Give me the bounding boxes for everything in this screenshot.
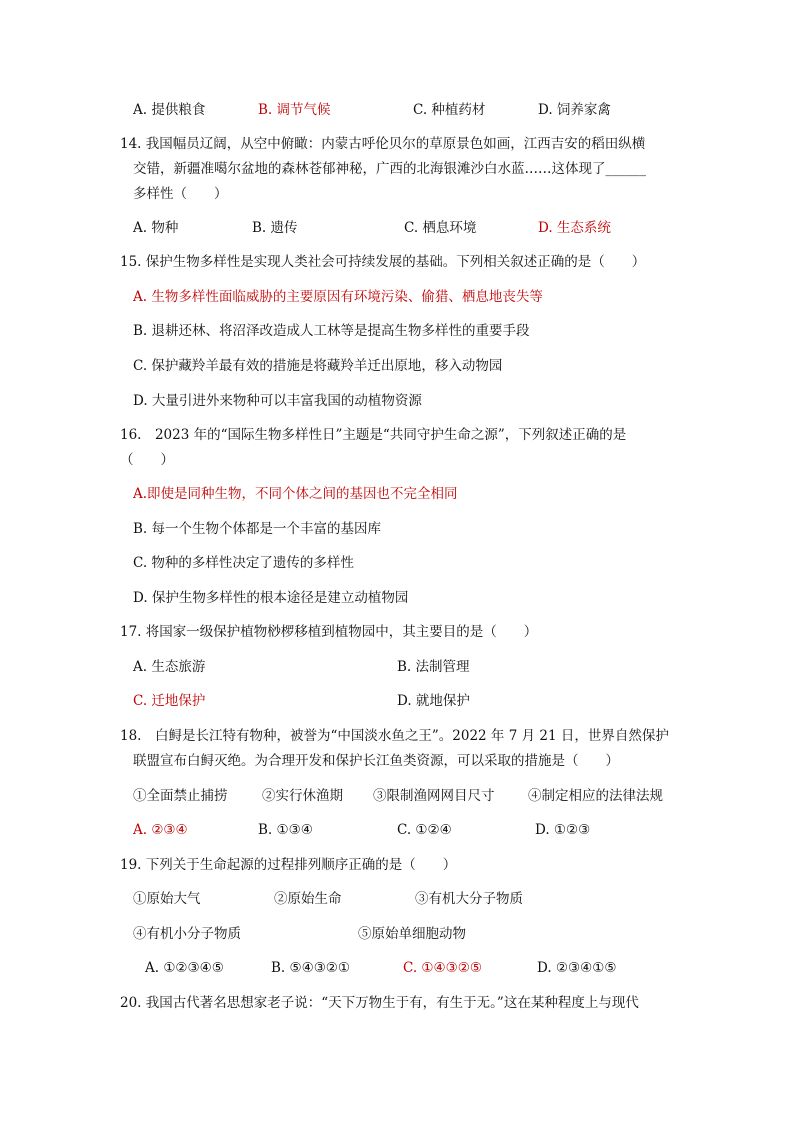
- q15-option-d: D. 大量引进外来物种可以丰富我国的动植物资源: [133, 393, 422, 409]
- q18-option-b: B. ①③④: [258, 822, 313, 838]
- q16-option-b: B. 每一个生物个体都是一个丰富的基因库: [133, 521, 382, 537]
- q18-option-c: C. ①②④: [397, 822, 452, 838]
- q19-item-2: ②原始生命: [274, 891, 342, 907]
- q19-option-a: A. ①②③④⑤: [145, 960, 224, 976]
- q14-option-c: C. 栖息环境: [404, 220, 477, 236]
- q14-option-a: A. 物种: [133, 220, 179, 236]
- q19-option-d: D. ②③④①⑤: [537, 960, 617, 976]
- q13-option-c: C. 种植药材: [413, 102, 486, 118]
- q13-option-b: B. 调节气候: [258, 102, 331, 118]
- q18-stem-line2: 联盟宣布白鲟灭绝。为合理开发和保护长江鱼类资源，可以采取的措施是（ ）: [133, 753, 619, 769]
- q16-option-d: D. 保护生物多样性的根本途径是建立动植物园: [133, 590, 409, 606]
- q15-option-b: B. 退耕还林、将沼泽改造成人工林等是提高生物多样性的重要手段: [133, 323, 530, 339]
- q14-option-b: B. 遗传: [252, 220, 298, 236]
- q13-option-a: A. 提供粮食: [133, 102, 206, 118]
- q14-stem-line2: 交错，新疆准噶尔盆地的森林苍郁神秘，广西的北海银滩沙白水蓝……这体现了______: [133, 161, 646, 177]
- q18-item-1: ①全面禁止捕捞: [133, 788, 228, 804]
- q19-item-5: ⑤原始单细胞动物: [358, 926, 466, 942]
- q16-stem-line2: （ ）: [120, 452, 174, 468]
- q16-option-a: A.即使是同种生物，不同个体之间的基因也不完全相同: [133, 486, 458, 502]
- q19-item-4: ④有机小分子物质: [133, 926, 241, 942]
- q14-stem-line1: 14. 我国幅员辽阔，从空中俯瞰：内蒙古呼伦贝尔的草原景色如画，江西吉安的稻田纵横: [120, 136, 646, 152]
- q13-option-d: D. 饲养家禽: [538, 102, 611, 118]
- q19-stem: 19. 下列关于生命起源的过程排列顺序正确的是（ ）: [120, 857, 457, 873]
- q17-option-d: D. 就地保护: [397, 693, 470, 709]
- q18-stem-line1: 18. 白鲟是长江特有物种，被誉为“中国淡水鱼之王”。2022 年 7 月 21 日，世界自然保护: [120, 728, 669, 744]
- q18-option-d: D. ①②③: [535, 822, 591, 838]
- q16-option-c: C. 物种的多样性决定了遗传的多样性: [133, 555, 354, 571]
- q17-option-b: B. 法制管理: [397, 659, 470, 675]
- q18-item-3: ③限制渔网网目尺寸: [373, 788, 495, 804]
- q18-option-a: A. ②③④: [133, 822, 188, 838]
- q20-stem-line1: 20. 我国古代著名思想家老子说：“天下万物生于有，有生于无。”这在某种程度上与现代: [120, 995, 639, 1011]
- q17-stem: 17. 将国家一级保护植物桫椤移植到植物园中，其主要目的是（ ）: [120, 624, 538, 640]
- q14-option-d: D. 生态系统: [538, 220, 611, 236]
- q19-item-1: ①原始大气: [133, 891, 201, 907]
- q18-item-2: ②实行休渔期: [262, 788, 343, 804]
- q15-stem: 15. 保护生物多样性是实现人类社会可持续发展的基础。下列相关叙述正确的是（ ）: [120, 254, 646, 270]
- q15-option-a: A. 生物多样性面临威胁的主要原因有环境污染、偷猎、栖息地丧失等: [133, 289, 543, 305]
- q19-option-b: B. ⑤④③②①: [271, 960, 351, 976]
- q17-option-c: C. 迁地保护: [133, 693, 206, 709]
- q16-stem-line1: 16. 2023 年的“国际生物多样性日”主题是“共同守护生命之源”，下列叙述正确的是: [120, 427, 627, 443]
- q18-item-4: ④制定相应的法律法规: [528, 788, 663, 804]
- q15-option-c: C. 保护藏羚羊最有效的措施是将藏羚羊迁出原地，移入动物园: [133, 358, 503, 374]
- q14-stem-line3: 多样性（ ）: [133, 186, 228, 202]
- q19-item-3: ③有机大分子物质: [415, 891, 523, 907]
- q19-option-c: C. ①④③②⑤: [403, 960, 482, 976]
- q17-option-a: A. 生态旅游: [133, 659, 206, 675]
